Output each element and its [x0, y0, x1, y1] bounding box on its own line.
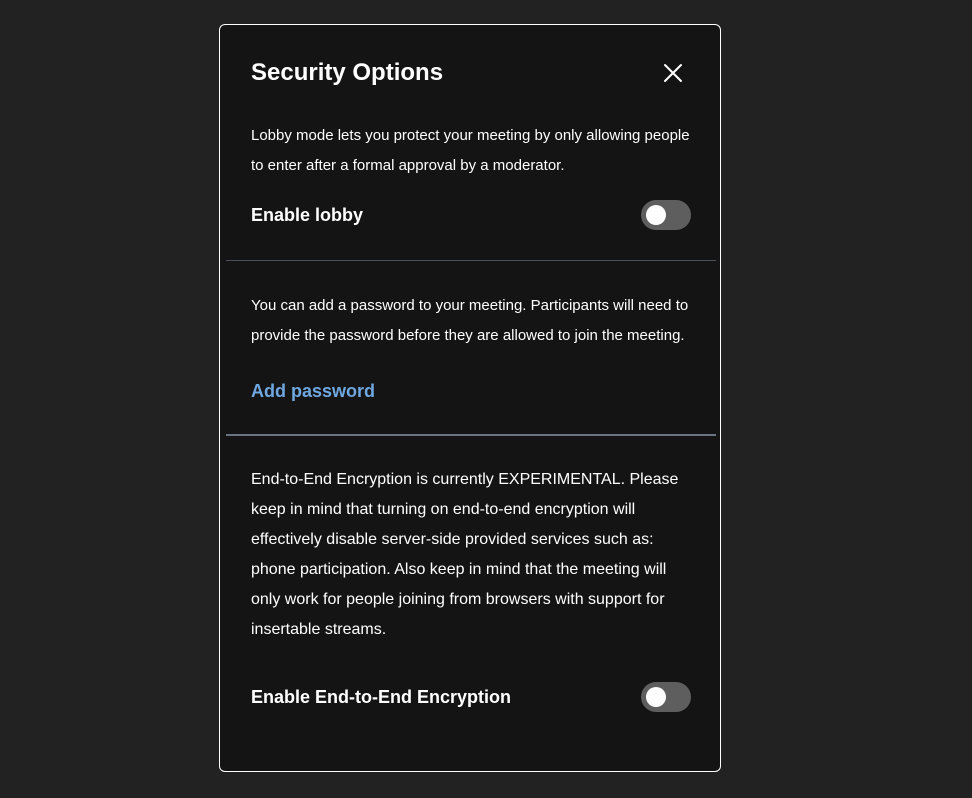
enable-e2ee-label: Enable End-to-End Encryption	[251, 687, 511, 707]
enable-lobby-label: Enable lobby	[251, 205, 364, 225]
close-icon	[661, 61, 685, 85]
e2ee-description: End-to-End Encryption is currently EXPERIMENTAL. Please keep in mind that turning on end-to-end encryption will effectively disable server-side provided services such as: phone participation. Also keep in mind that the meeting will only work for people joining from browsers with support for insertable streams.	[251, 471, 679, 638]
dialog-title: Security Options	[251, 59, 444, 86]
enable-e2ee-toggle[interactable]	[641, 682, 691, 712]
password-description: You can add a password to your meeting. Participants will need to provide the password before they are allowed to join the meeting.	[251, 297, 689, 344]
section-divider	[226, 434, 716, 436]
lobby-description: Lobby mode lets you protect your meeting by only allowing people to enter after a formal approval by a moderator.	[251, 127, 690, 174]
toggle-knob	[646, 205, 666, 225]
security-options-dialog	[219, 24, 721, 772]
enable-lobby-toggle[interactable]	[641, 200, 691, 230]
toggle-knob	[646, 687, 666, 707]
section-divider	[226, 260, 716, 261]
close-button[interactable]	[661, 61, 685, 85]
add-password-link[interactable]: Add password	[251, 381, 376, 401]
